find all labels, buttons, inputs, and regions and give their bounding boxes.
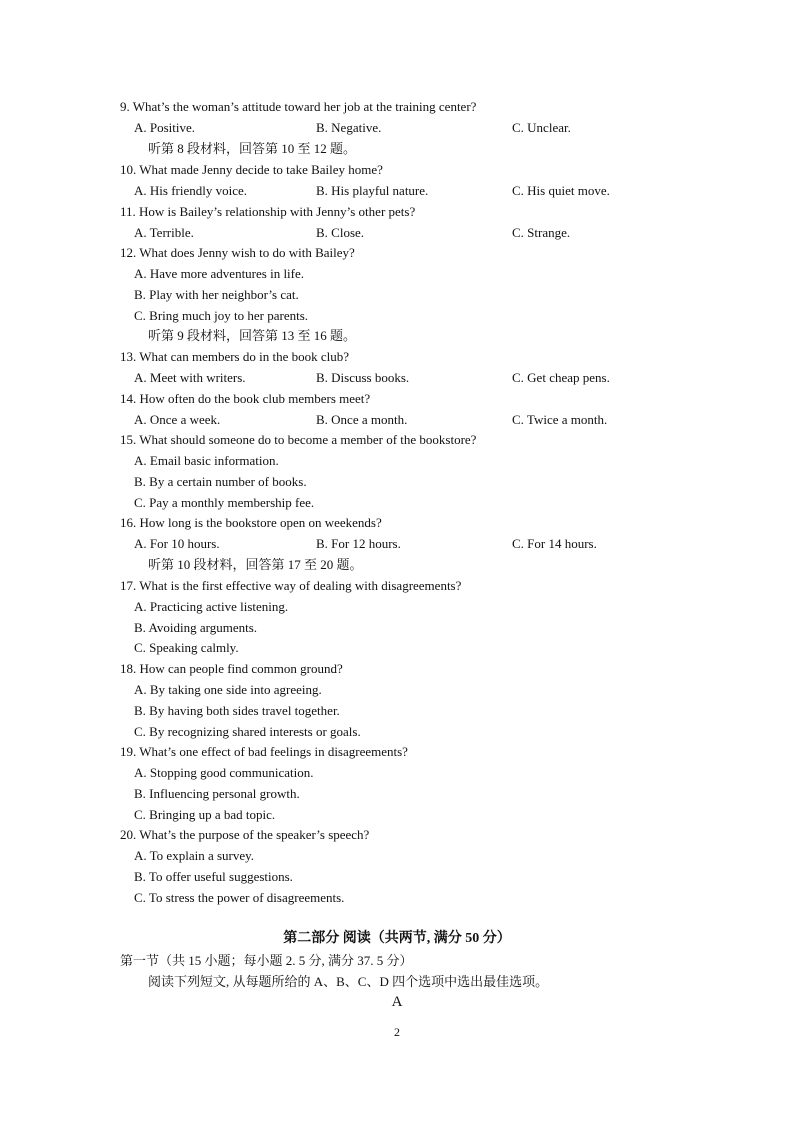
question-14-option-c: C. Twice a month.	[512, 412, 608, 427]
question-15-option-b: B. By a certain number of books.	[134, 474, 307, 489]
question-12-option-a: A. Have more adventures in life.	[134, 266, 305, 281]
question-17-stem: 17. What is the first effective way of dealing with disagreements?	[120, 578, 462, 593]
passage-label: A	[391, 994, 403, 1010]
section-1-heading: 第一节（共 15 小题；每小题 2. 5 分, 满分 37. 5 分）	[120, 953, 413, 968]
question-13-option-a: A. Meet with writers.	[134, 370, 246, 385]
question-9-option-c: C. Unclear.	[512, 120, 571, 135]
question-17-option-b: B. Avoiding arguments.	[134, 620, 258, 635]
question-15-option-c: C. Pay a monthly membership fee.	[134, 495, 315, 510]
question-16-stem: 16. How long is the bookstore open on weekends?	[120, 515, 382, 530]
question-16-option-b: B. For 12 hours.	[316, 536, 401, 551]
question-20-option-a: A. To explain a survey.	[134, 848, 255, 863]
question-13-option-c: C. Get cheap pens.	[512, 370, 610, 385]
question-14-option-b: B. Once a month.	[316, 412, 408, 427]
question-20-option-c: C. To stress the power of disagreements.	[134, 890, 345, 905]
question-9-option-a: A. Positive.	[134, 120, 196, 135]
question-16-option-a: A. For 10 hours.	[134, 536, 220, 551]
question-14-stem: 14. How often do the book club members meet?	[120, 391, 371, 406]
question-18-option-b: B. By having both sides travel together.	[134, 703, 340, 718]
instruction-material-10: 听第 10 段材料，回答第 17 至 20 题。	[148, 557, 363, 572]
question-20-stem: 20. What’s the purpose of the speaker’s speech?	[120, 827, 370, 842]
question-20-option-b: B. To offer useful suggestions.	[134, 869, 293, 884]
question-14-option-a: A. Once a week.	[134, 412, 221, 427]
question-10-stem: 10. What made Jenny decide to take Bailey home?	[120, 162, 383, 177]
question-11-stem: 11. How is Bailey’s relationship with Jenny’s other pets?	[120, 204, 416, 219]
question-18-option-c: C. By recognizing shared interests or goals.	[134, 724, 361, 739]
question-12-option-b: B. Play with her neighbor’s cat.	[134, 287, 299, 302]
page-number: 2	[394, 1025, 400, 1039]
question-9-stem: 9. What’s the woman’s attitude toward her job at the training center?	[120, 99, 477, 114]
part-2-heading: 第二部分 阅读（共两节, 满分 50 分）	[283, 931, 511, 946]
question-17-option-a: A. Practicing active listening.	[134, 599, 289, 614]
question-11-option-b: B. Close.	[316, 225, 365, 240]
question-17-option-c: C. Speaking calmly.	[134, 640, 239, 655]
question-10-option-a: A. His friendly voice.	[134, 183, 248, 198]
question-15-option-a: A. Email basic information.	[134, 453, 279, 468]
question-13-stem: 13. What can members do in the book club?	[120, 349, 350, 364]
reading-instructions: 阅读下列短文, 从每题所给的 A、B、C、D 四个选项中选出最佳选项。	[148, 974, 549, 989]
question-19-option-b: B. Influencing personal growth.	[134, 786, 300, 801]
instruction-material-9: 听第 9 段材料，回答第 13 至 16 题。	[148, 328, 357, 343]
question-12-option-c: C. Bring much joy to her parents.	[134, 308, 309, 323]
question-15-stem: 15. What should someone do to become a member of the bookstore?	[120, 432, 477, 447]
question-9-option-b: B. Negative.	[316, 120, 382, 135]
question-12-stem: 12. What does Jenny wish to do with Bailey?	[120, 245, 355, 260]
question-18-stem: 18. How can people find common ground?	[120, 661, 343, 676]
question-16-option-c: C. For 14 hours.	[512, 536, 597, 551]
question-19-stem: 19. What’s one effect of bad feelings in disagreements?	[120, 744, 408, 759]
question-19-option-c: C. Bringing up a bad topic.	[134, 807, 276, 822]
question-13-option-b: B. Discuss books.	[316, 370, 410, 385]
question-19-option-a: A. Stopping good communication.	[134, 765, 314, 780]
instruction-material-8: 听第 8 段材料，回答第 10 至 12 题。	[148, 141, 357, 156]
question-18-option-a: A. By taking one side into agreeing.	[134, 682, 322, 697]
question-11-option-c: C. Strange.	[512, 225, 571, 240]
question-11-option-a: A. Terrible.	[134, 225, 194, 240]
question-10-option-c: C. His quiet move.	[512, 183, 610, 198]
question-10-option-b: B. His playful nature.	[316, 183, 429, 198]
